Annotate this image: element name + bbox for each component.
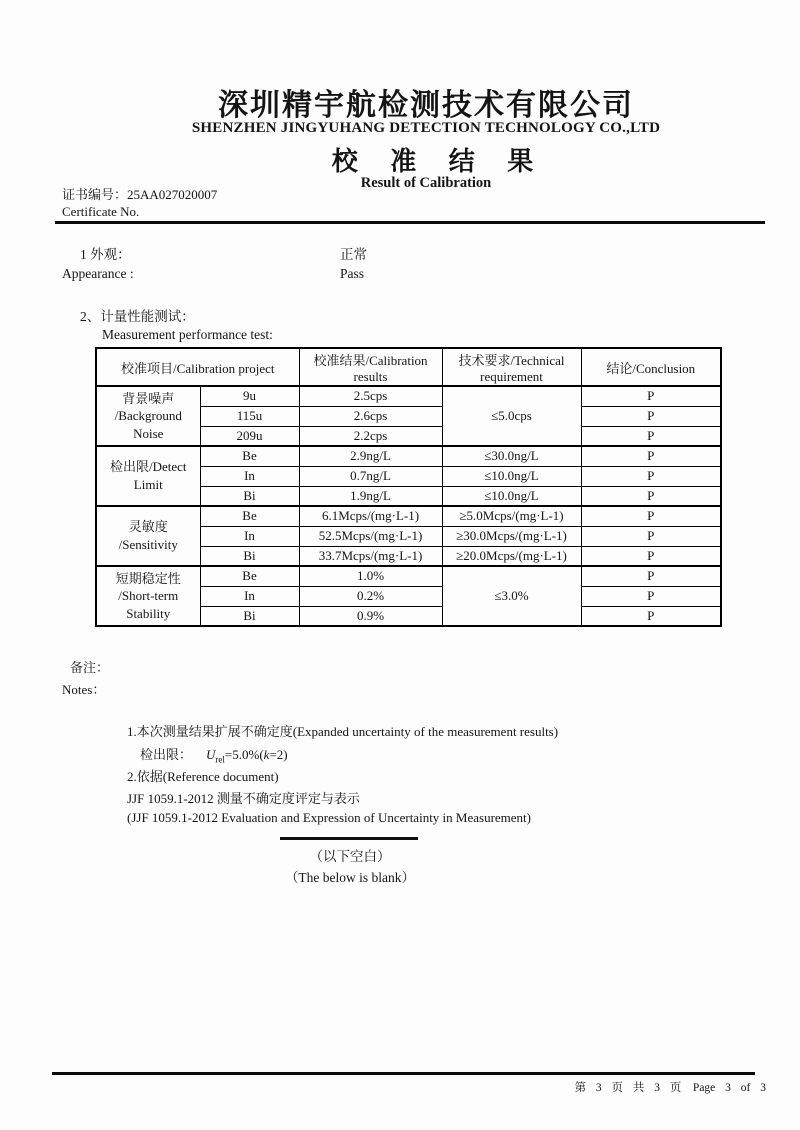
requirement-cell: ≤5.0cps <box>442 386 581 446</box>
item-cell: Bi <box>200 486 299 506</box>
item-cell: Bi <box>200 606 299 626</box>
footer-page-info: 第 3 页 共 3 页 Page 3 of 3 <box>574 1082 766 1094</box>
item-cell: 209u <box>200 426 299 446</box>
conclusion-cell: P <box>581 466 721 486</box>
blank-note-en: （The below is blank） <box>284 870 416 885</box>
result-cell: 1.9ng/L <box>299 486 442 506</box>
notes-label-cn: 备注： <box>70 660 110 675</box>
item-cell: Be <box>200 566 299 586</box>
notes-label-en: Notes： <box>62 682 106 697</box>
requirement-cell: ≥5.0Mcps/(mg·L-1) <box>442 506 581 526</box>
result-cell: 2.6cps <box>299 406 442 426</box>
note-jjf-cn: JJF 1059.1-2012 测量不确定度评定与表示 <box>127 791 360 806</box>
table-row <box>96 566 721 586</box>
item-cell: 9u <box>200 386 299 406</box>
result-cell: 2.9ng/L <box>299 446 442 466</box>
appearance-value-en: Pass <box>340 266 365 281</box>
conclusion-cell: P <box>581 426 721 446</box>
result-cell: 33.7Mcps/(mg·L-1) <box>299 546 442 566</box>
blank-section-divider <box>280 837 418 840</box>
requirement-cell: ≤3.0% <box>442 566 581 626</box>
result-cell: 2.5cps <box>299 386 442 406</box>
conclusion-cell: P <box>581 526 721 546</box>
company-name-en: SHENZHEN JINGYUHANG DETECTION TECHNOLOGY CO.,LTD <box>191 120 661 136</box>
certificate-label-cn: 证书编号： <box>62 187 128 202</box>
note-detect-limit-formula <box>140 744 288 765</box>
item-cell: In <box>200 466 299 486</box>
requirement-cell: ≤10.0ng/L <box>442 486 581 506</box>
table-row <box>96 506 721 526</box>
conclusion-cell: P <box>581 546 721 566</box>
uncertainty-formula: $U_{rel}=5.0\%(k=2)$ <box>206 747 288 765</box>
certificate-number-block <box>62 187 217 220</box>
conclusion-cell: P <box>581 506 721 526</box>
result-cell: 2.2cps <box>299 426 442 446</box>
appearance-value-cn: 正常 <box>340 247 367 262</box>
requirement-cell: ≥30.0Mcps/(mg·L-1) <box>442 526 581 546</box>
header-technical-requirement: 技术要求/Technical requirement <box>442 348 581 386</box>
conclusion-cell: P <box>581 446 721 466</box>
group-name-cell: 灵敏度 /Sensitivity <box>96 506 200 566</box>
doc-title-en: Result of Calibration <box>360 175 492 191</box>
conclusion-cell: P <box>581 486 721 506</box>
requirement-cell: ≤10.0ng/L <box>442 466 581 486</box>
note-uncertainty-line: 1.本次测量结果扩展不确定度(Expanded uncertainty of the measurement results) <box>127 724 559 739</box>
table-row <box>96 386 721 406</box>
table-header-row <box>96 348 721 386</box>
company-name-cn: 深圳精宇航检测技术有限公司 <box>218 89 634 122</box>
header-rule <box>55 221 765 224</box>
result-cell: 0.2% <box>299 586 442 606</box>
note-jjf-en: (JJF 1059.1-2012 Evaluation and Expression of Uncertainty in Measurement) <box>127 810 531 825</box>
group-name-cell: 检出限/Detect Limit <box>96 446 200 506</box>
result-cell: 1.0% <box>299 566 442 586</box>
conclusion-cell: P <box>581 386 721 406</box>
header-conclusion: 结论/Conclusion <box>581 348 721 386</box>
conclusion-cell: P <box>581 606 721 626</box>
header-calibration-project: 校准项目/Calibration project <box>96 348 299 386</box>
requirement-cell: ≥20.0Mcps/(mg·L-1) <box>442 546 581 566</box>
result-cell: 0.7ng/L <box>299 466 442 486</box>
performance-label-en: Measurement performance test: <box>102 327 273 342</box>
formula-label: 检出限： <box>140 747 193 762</box>
result-cell: 6.1Mcps/(mg·L-1) <box>299 506 442 526</box>
doc-title-cn: 校 准 结 果 <box>331 147 547 176</box>
item-cell: In <box>200 586 299 606</box>
results-table <box>95 347 722 627</box>
item-cell: 115u <box>200 406 299 426</box>
group-name-cell: 短期稳定性 /Short-term Stability <box>96 566 200 626</box>
appearance-label-cn: 1 外观： <box>80 247 131 262</box>
footer-rule <box>52 1072 755 1075</box>
group-name-cell: 背景噪声 /Background Noise <box>96 386 200 446</box>
item-cell: Bi <box>200 546 299 566</box>
item-cell: In <box>200 526 299 546</box>
requirement-cell: ≤30.0ng/L <box>442 446 581 466</box>
appearance-label-en: Appearance : <box>62 266 134 281</box>
performance-label-cn: 2、计量性能测试： <box>80 309 195 324</box>
header-calibration-results: 校准结果/Calibration results <box>299 348 442 386</box>
note-reference-line: 2.依据(Reference document) <box>127 769 279 784</box>
blank-note-cn: （以下空白） <box>309 849 391 864</box>
conclusion-cell: P <box>581 566 721 586</box>
conclusion-cell: P <box>581 406 721 426</box>
result-cell: 52.5Mcps/(mg·L-1) <box>299 526 442 546</box>
item-cell: Be <box>200 506 299 526</box>
conclusion-cell: P <box>581 586 721 606</box>
table-row <box>96 446 721 466</box>
result-cell: 0.9% <box>299 606 442 626</box>
item-cell: Be <box>200 446 299 466</box>
certificate-number: 25AA027020007 <box>127 187 218 202</box>
certificate-label-en: Certificate No. <box>62 203 140 219</box>
